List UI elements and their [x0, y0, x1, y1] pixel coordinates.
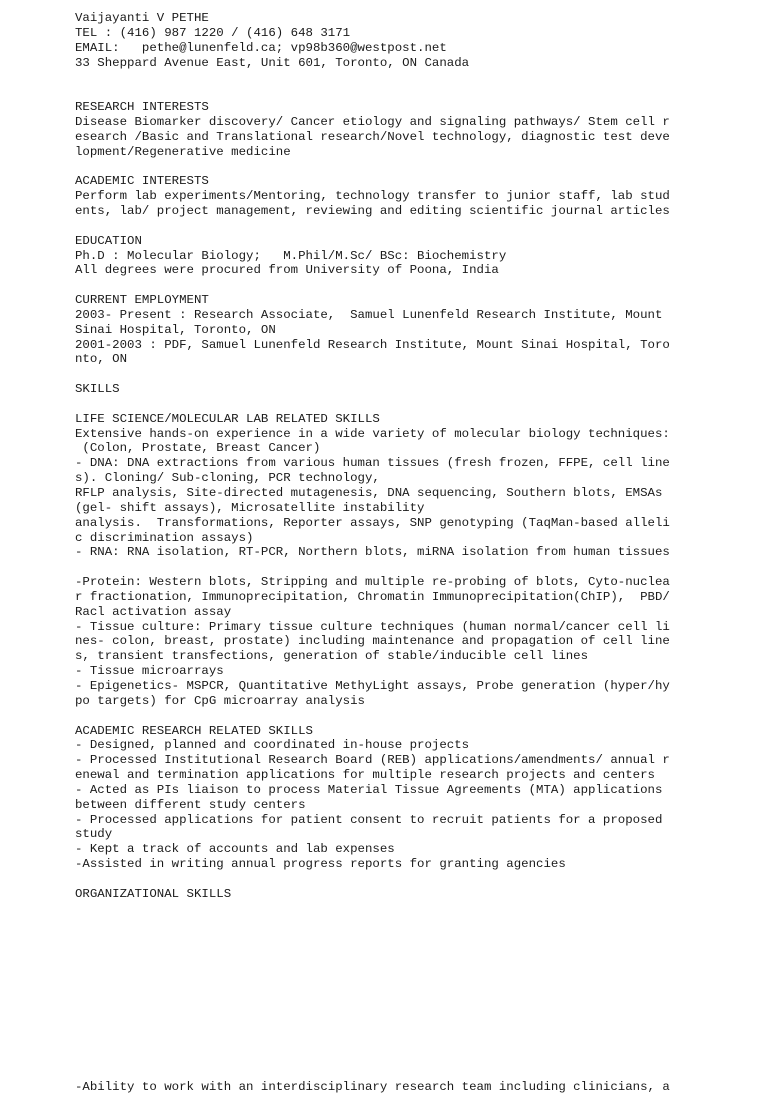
- education-section: [75, 234, 755, 279]
- text-line: 2003- Present : Research Associate, Samuel Lunenfeld Research Institute, Mount: [75, 307, 663, 322]
- skills-heading: SKILLS: [75, 382, 120, 397]
- text-line: - RNA: RNA isolation, RT-PCR, Northern blots, miRNA isolation from human tissues: [75, 545, 670, 560]
- text-line: c discrimination assays): [75, 530, 254, 545]
- text-line: Disease Biomarker discovery/ Cancer etiology and signaling pathways/ Stem cell r: [75, 114, 670, 129]
- text-line: s, transient transfections, generation of stable/inducible cell lines: [75, 649, 589, 664]
- text-line: Perform lab experiments/Mentoring, technology transfer to junior staff, lab stud: [75, 189, 670, 204]
- text-line: study: [75, 827, 113, 842]
- academic-interests-section: [75, 174, 755, 219]
- text-line: 2001-2003 : PDF, Samuel Lunenfeld Research Institute, Mount Sinai Hospital, Toro: [75, 337, 670, 352]
- text-line: - DNA: DNA extractions from various human tissues (fresh frozen, FFPE, cell line: [75, 456, 670, 471]
- text-line: analysis. Transformations, Reporter assays, SNP genotyping (TaqMan-based alleli: [75, 515, 670, 530]
- text-line: Extensive hands-on experience in a wide variety of molecular biology techniques:: [75, 426, 670, 441]
- text-line: - Processed Institutional Research Board (REB) applications/amendments/ annual r: [75, 753, 670, 768]
- text-line: -Assisted in writing annual progress reports for granting agencies: [75, 857, 566, 872]
- organizational-skills-section: [75, 887, 755, 1094]
- resume-document: [75, 11, 755, 1094]
- text-line: Ph.D : Molecular Biology; M.Phil/M.Sc/ BSc: Biochemistry: [75, 248, 507, 263]
- text-line: -Ability to work with an interdisciplinary research team including clinicians, a: [75, 1079, 670, 1094]
- email: EMAIL: pethe@lunenfeld.ca; vp98b360@westpost.net: [75, 40, 447, 55]
- text-line: (gel- shift assays), Microsatellite instability: [75, 500, 425, 515]
- text-line: - Designed, planned and coordinated in-house projects: [75, 738, 470, 753]
- text-line: ents, lab/ project management, reviewing and editing scientific journal articles: [75, 203, 670, 218]
- text-line: RFLP analysis, Site-directed mutagenesis, DNA sequencing, Southern blots, EMSAs: [75, 486, 663, 500]
- section-heading: RESEARCH INTERESTS: [75, 100, 209, 115]
- section-heading: CURRENT EMPLOYMENT: [75, 293, 209, 308]
- employment-section: [75, 293, 755, 367]
- section-heading: ACADEMIC RESEARCH RELATED SKILLS: [75, 723, 313, 738]
- contact-block: [75, 11, 755, 70]
- address: 33 Sheppard Avenue East, Unit 601, Toronto, ON Canada: [75, 55, 470, 70]
- text-line: -Protein: Western blots, Stripping and multiple re-probing of blots, Cyto-nuclea: [75, 575, 670, 590]
- academic-research-skills-section: [75, 724, 755, 872]
- text-line: Racl activation assay: [75, 604, 232, 619]
- text-line: - Tissue microarrays: [75, 664, 224, 679]
- text-line: (Colon, Prostate, Breast Cancer): [75, 441, 321, 456]
- text-line: Sinai Hospital, Toronto, ON: [75, 322, 276, 337]
- research-interests-section: [75, 100, 755, 159]
- section-heading: LIFE SCIENCE/MOLECULAR LAB RELATED SKILLS: [75, 411, 380, 426]
- text-line: nto, ON: [75, 352, 128, 367]
- section-heading: ORGANIZATIONAL SKILLS: [75, 886, 232, 901]
- applicant-name: Vaijayanti V PETHE: [75, 11, 209, 25]
- page-break-space: [75, 902, 755, 991]
- text-line: - Epigenetics- MSPCR, Quantitative MethyLight assays, Probe generation (hyper/hy: [75, 678, 670, 693]
- text-line: nes- colon, breast, prostate) including maintenance and propagation of cell line: [75, 634, 670, 649]
- text-line: enewal and termination applications for multiple research projects and centers: [75, 768, 655, 783]
- section-heading: EDUCATION: [75, 233, 142, 248]
- text-line: between different study centers: [75, 797, 306, 812]
- text-line: po targets) for CpG microarray analysis: [75, 693, 365, 708]
- text-line: All degrees were procured from University of Poona, India: [75, 263, 499, 278]
- text-line: r fractionation, Immunoprecipitation, Chromatin Immunoprecipitation(ChIP), PBD/: [75, 589, 670, 604]
- text-line: esearch /Basic and Translational research/Novel technology, diagnostic test deve: [75, 129, 670, 144]
- telephone: TEL : (416) 987 1220 / (416) 648 3171: [75, 25, 351, 40]
- text-line: lopment/Regenerative medicine: [75, 144, 291, 159]
- section-heading: ACADEMIC INTERESTS: [75, 174, 209, 189]
- text-line: - Processed applications for patient consent to recruit patients for a proposed: [75, 812, 663, 827]
- text-line: s). Cloning/ Sub-cloning, PCR technology,: [75, 471, 380, 486]
- text-line: - Kept a track of accounts and lab expenses: [75, 842, 395, 857]
- life-science-skills-section: [75, 412, 755, 709]
- text-line: - Acted as PIs liaison to process Material Tissue Agreements (MTA) applications: [75, 782, 663, 797]
- text-line: - Tissue culture: Primary tissue culture techniques (human normal/cancer cell li: [75, 619, 670, 634]
